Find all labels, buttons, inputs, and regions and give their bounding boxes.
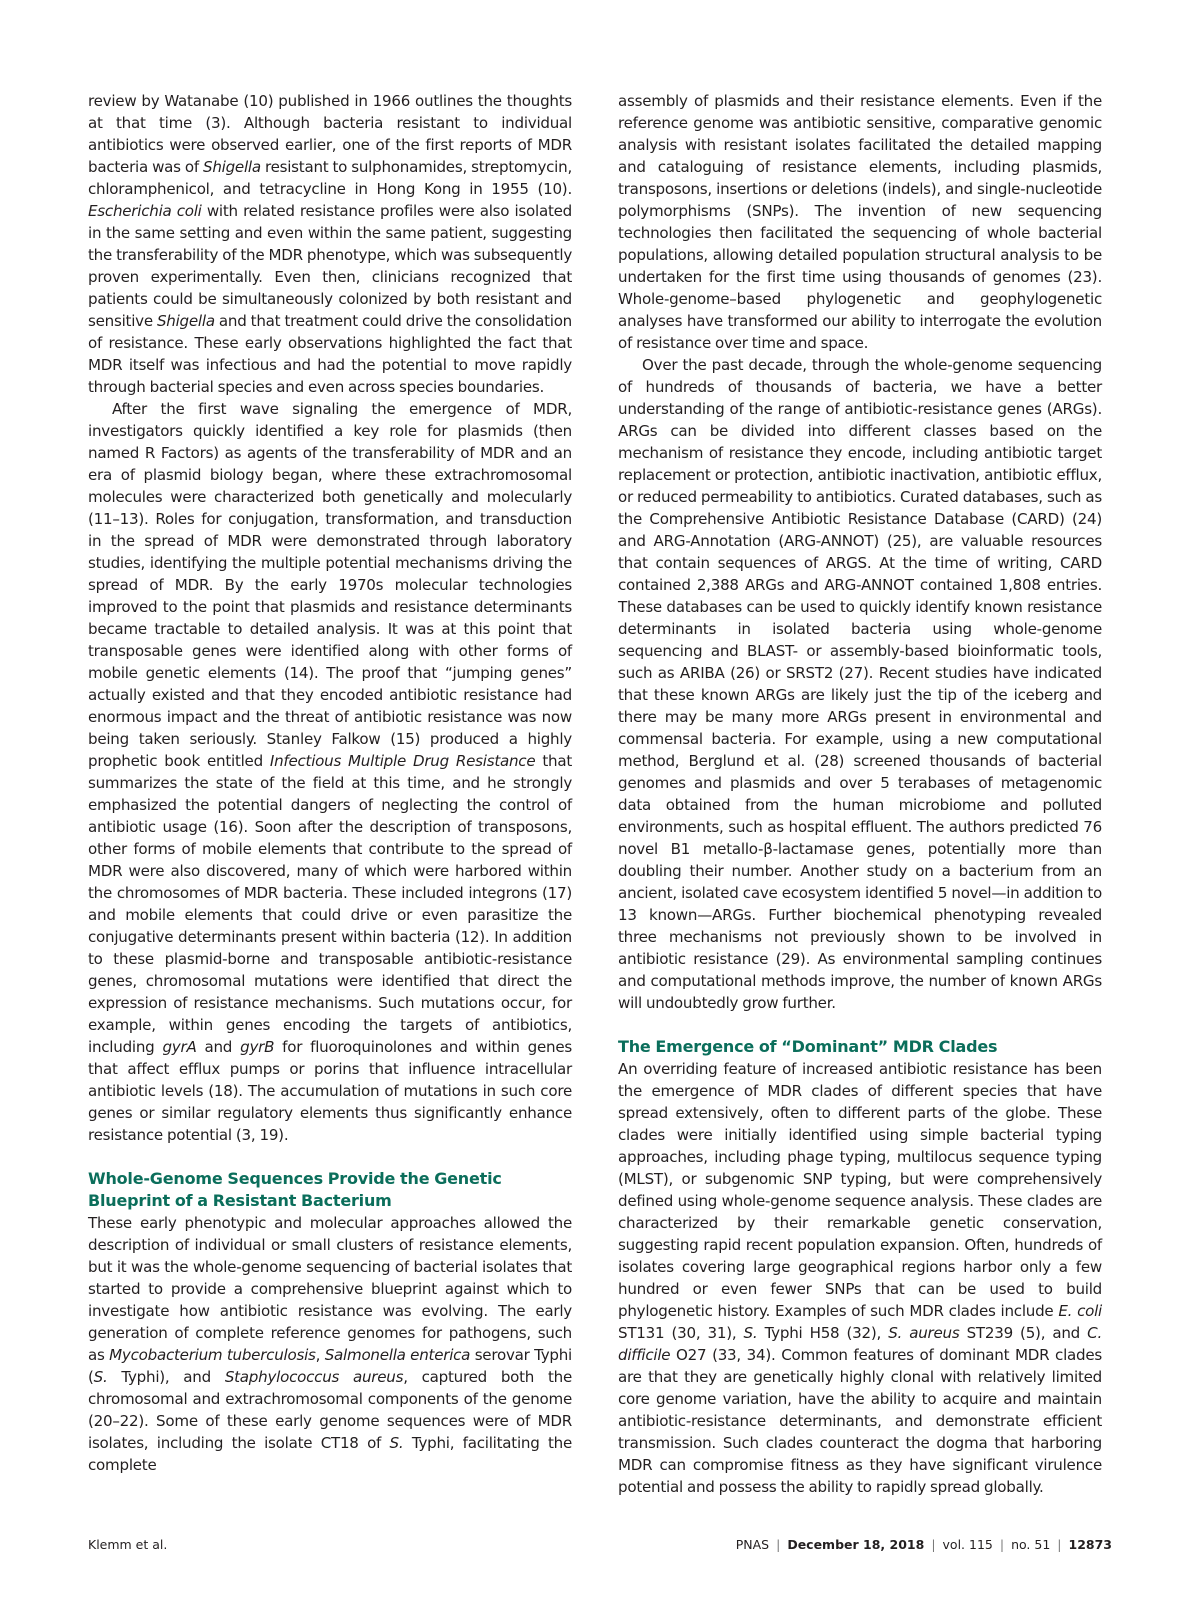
right-paragraph-1: assembly of plasmids and their resistance elements. Even if the reference genome was antibiotic sensitive, comparative genomic analysis with resistant isolates facilitated the detailed mapping and cataloguing of resistance elements, including plasmids, transposons, insertions or deletions (indels), and single-nucleotide polymorphisms (SNPs). The invention of new sequencing technologies then facilitated the sequencing of whole bacterial populations, allowing detailed population structural analysis to be undertaken for the first time using thousands of genomes (23). Whole-genome–based phylogenetic and geophylogenetic analyses have transformed our ability to interrogate the evolution of resistance over time and space. [618, 92, 1102, 352]
italic-term: Escherichia coli [88, 202, 202, 220]
footer-volume: vol. 115 [942, 1537, 993, 1552]
italic-term: S. [93, 1368, 108, 1386]
section-heading-whole-genome: Whole-Genome Sequences Provide the Genetic Blueprint of a Resistant Bacterium [88, 1169, 502, 1210]
italic-term: Staphylococcus aureus [224, 1368, 404, 1386]
footer-page-number: 12873 [1068, 1537, 1112, 1552]
footer-authors: Klemm et al. [88, 1537, 168, 1552]
footer-date: December 18, 2018 [787, 1537, 925, 1552]
italic-term: gyrA [162, 1038, 197, 1056]
right-column [618, 90, 1102, 1498]
italic-term: S. aureus [888, 1324, 960, 1342]
left-paragraph-3: These early phenotypic and molecular approaches allowed the description of individual or small clusters of resistance elements, but it was the whole-genome sequencing of bacterial isolates that started to provide a comprehensive blueprint against which to investigate how antibiotic resistance was evolving. The early generation of complete reference genomes for pathogens, such as Mycobacterium tuberculosis, Salmonella enterica serovar Typhi (S. Typhi), and Staphylococcus aureus, captured both the chromosomal and extrachromosomal components of the genome (20–22). Some of these early genome sequences were of MDR isolates, including the isolate CT18 of S. Typhi, facilitating the complete [88, 1214, 572, 1474]
italic-term: C. difficile [618, 1324, 1102, 1364]
italic-term: gyrB [240, 1038, 275, 1056]
left-paragraph-1: review by Watanabe (10) published in 1966 outlines the thoughts at that time (3). Although bacteria resistant to individual antibiotics were observed earlier, one of the first reports of MDR bacteria was of Shigella resistant to sulphonamides, streptomycin, chloramphenicol, and tetracycline in Hong Kong in 1955 (10). Escherichia coli with related resistance profiles were also isolated in the same setting and even within the same patient, suggesting the transferability of the MDR phenotype, which was subsequently proven experimentally. Even then, clinicians recognized that patients could be simultaneously colonized by both resistant and sensitive Shigella and that treatment could drive the consolidation of resistance. These early observations highlighted the fact that MDR itself was infectious and had the potential to move rapidly through bacterial species and even across species boundaries. [88, 92, 572, 396]
italic-term: E. coli [1058, 1302, 1102, 1320]
footer-citation: PNAS | December 18, 2018 | vol. 115 | no. 51 | 12873 [735, 1537, 1112, 1552]
right-paragraph-3: An overriding feature of increased antibiotic resistance has been the emergence of MDR clades of different species that have spread extensively, often to different parts of the globe. These clades were initially identified using simple bacterial typing approaches, including phage typing, multilocus sequence typing (MLST), or subgenomic SNP typing, but were comprehensively defined using whole-genome sequence analysis. These clades are characterized by their remarkable genetic conservation, suggesting rapid recent population expansion. Often, hundreds of isolates covering large geographical regions harbor only a few hundred or even fewer SNPs that can be used to build phylogenetic history. Examples of such MDR clades include E. coli ST131 (30, 31), S. Typhi H58 (32), S. aureus ST239 (5), and C. difficile O27 (33, 34). Common features of dominant MDR clades are that they are genetically highly clonal with relatively limited core genome variation, have the ability to acquire and maintain antibiotic-resistance determinants, and demonstrate efficient transmission. Such clades counteract the dogma that harboring MDR can compromise fitness as they have significant virulence potential and possess the ability to rapidly spread globally. [618, 1060, 1102, 1496]
italic-term: Salmonella enterica [324, 1346, 471, 1364]
footer-journal: PNAS [735, 1537, 770, 1552]
italic-term: Mycobacterium tuberculosis [109, 1346, 316, 1364]
italic-term: Infectious Multiple Drug Resistance [269, 752, 536, 770]
italic-term: S. [743, 1324, 758, 1342]
italic-term: S. [389, 1434, 404, 1452]
right-paragraph-2: Over the past decade, through the whole-genome sequencing of hundreds of thousands of bacteria, we have a better understanding of the range of antibiotic-resistance genes (ARGs). ARGs can be divided into different classes based on the mechanism of resistance they encode, including antibiotic target replacement or protection, antibiotic inactivation, antibiotic efflux, or reduced permeability to antibiotics. Curated databases, such as the Comprehensive Antibiotic Resistance Database (CARD) (24) and ARG-Annotation (ARG-ANNOT) (25), are valuable resources that contain sequences of ARGS. At the time of writing, CARD contained 2,388 ARGs and ARG-ANNOT contained 1,808 entries. These databases can be used to quickly identify known resistance determinants in isolated bacteria using whole-genome sequencing and BLAST- or assembly-based bioinformatic tools, such as ARIBA (26) or SRST2 (27). Recent studies have indicated that these known ARGs are likely just the tip of the iceberg and there may be many more ARGs present in environmental and commensal bacteria. For example, using a new computational method, Berglund et al. (28) screened thousands of bacterial genomes and plasmids and over 5 terabases of metagenomic data obtained from the human microbiome and polluted environments, such as hospital effluent. The authors predicted 76 novel B1 metallo-β-lactamase genes, potentially more than doubling their number. Another study on a bacterium from an ancient, isolated cave ecosystem identified 5 novel—in addition to 13 known—ARGs. Further biochemical phenotyping revealed three mechanisms not previously shown to be involved in antibiotic resistance (29). As environmental sampling continues and computational methods improve, the number of known ARGs will undoubtedly grow further. [618, 356, 1102, 1012]
section-heading-dominant-clades: The Emergence of “Dominant” MDR Clades [618, 1037, 998, 1056]
italic-term: Shigella [203, 158, 261, 176]
left-paragraph-2: After the first wave signaling the emergence of MDR, investigators quickly identified a key role for plasmids (then named R Factors) as agents of the transferability of MDR and an era of plasmid biology began, where these extrachromosomal molecules were characterized both genetically and molecularly (11–13). Roles for conjugation, transformation, and transduction in the spread of MDR were demonstrated through laboratory studies, identifying the multiple potential mechanisms driving the spread of MDR. By the early 1970s molecular technologies improved to the point that plasmids and resistance determinants became tractable to detailed analysis. It was at this point that transposable genes were identified along with other forms of mobile genetic elements (14). The proof that “jumping genes” actually existed and that they encoded antibiotic resistance had enormous impact and the threat of antibiotic resistance was now being taken seriously. Stanley Falkow (15) produced a highly prophetic book entitled Infectious Multiple Drug Resistance that summarizes the state of the field at this time, and he strongly emphasized the potential dangers of neglecting the control of antibiotic usage (16). Soon after the description of transposons, other forms of mobile elements that contribute to the spread of MDR were also discovered, many of which were harbored within the chromosomes of MDR bacteria. These included integrons (17) and mobile elements that could drive or even parasitize the conjugative determinants present within bacteria (12). In addition to these plasmid-borne and transposable antibiotic-resistance genes, chromosomal mutations were identified that direct the expression of resistance mechanisms. Such mutations occur, for example, within genes encoding the targets of antibiotics, including gyrA and gyrB for fluoroquinolones and within genes that affect efflux pumps or porins that influence intracellular antibiotic levels (18). The accumulation of mutations in such core genes or similar regulatory elements thus significantly enhance resistance potential (3, 19). [88, 400, 572, 1144]
italic-term: Shigella [156, 312, 215, 330]
left-column [88, 90, 572, 1476]
footer-issue: no. 51 [1011, 1537, 1051, 1552]
